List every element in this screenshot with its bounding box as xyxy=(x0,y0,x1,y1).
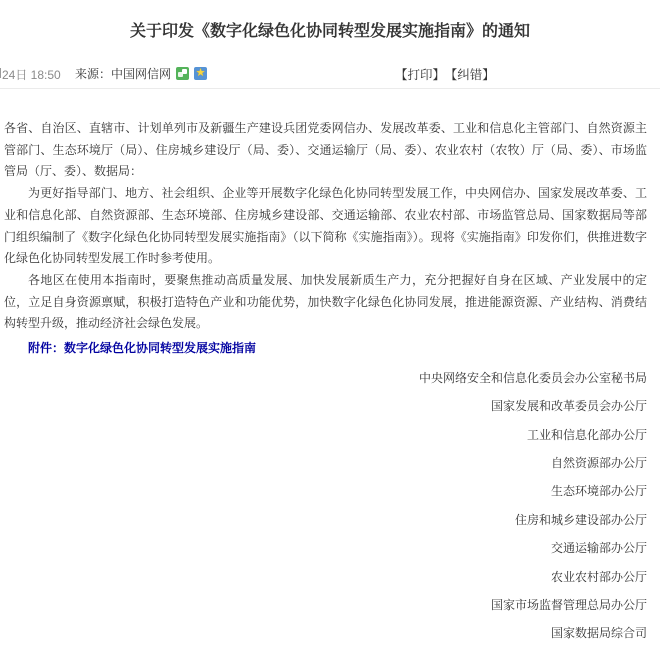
signer-mot: 交通运输部办公厅 xyxy=(550,541,647,556)
signer-cac: 中央网络安全和信息化委员会办公室秘书局 xyxy=(418,370,647,385)
signer-mee: 生态环境部办公厅 xyxy=(550,484,647,499)
signer-nda: 国家数据局综合司 xyxy=(550,626,647,641)
attachment-link[interactable]: 附件：数字化绿色化协同转型发展实施指南 xyxy=(28,341,257,356)
error-correction-button[interactable]: 【纠错】 xyxy=(451,68,495,82)
source-group xyxy=(75,65,171,82)
paragraph-addressees: 各省、自治区、直辖市、计划单列市及新疆生产建设兵团党委网信办、发展改革委、工业和信息化主管部门、自然资源主管部门、生态环境厅（局）、住房城乡建设厅（局、委）、交通运输厅（局、委）、农业农村（农牧）厅（局、委）、市场监管局（厅、委）、数据局： xyxy=(4,121,647,179)
signer-list xyxy=(4,364,647,648)
signer-miit: 工业和信息化部办公厅 xyxy=(526,427,647,442)
signer-mara: 农业农村部办公厅 xyxy=(550,569,647,584)
signer-mohurd: 住房和城乡建设部办公厅 xyxy=(514,512,647,527)
signer-mnr: 自然资源部办公厅 xyxy=(550,455,647,470)
signer-samr: 国家市场监督管理总局办公厅 xyxy=(490,597,647,612)
print-button[interactable]: 【打印】 xyxy=(395,68,446,82)
signer-ndrc: 国家发展和改革委员会办公厅 xyxy=(490,399,647,414)
page-title: 关于印发《数字化绿色化协同转型发展实施指南》的通知 xyxy=(129,23,530,40)
page-actions xyxy=(395,65,495,83)
share-icon[interactable] xyxy=(176,67,189,80)
star-glyph: ★ xyxy=(195,67,206,79)
header-divider xyxy=(0,88,660,89)
paragraph-guidance: 各地区在使用本指南时，要聚焦推动高质量发展、加快发展新质生产力，充分把握好自身在区域、产业发展中的定位，立足自身资源禀赋，积极打造特色产业和功能优势，加快数字化绿色化协同发展，推进能源资源、产业结构、消费结构转型升级，推动经济社会绿色发展。 xyxy=(4,272,647,331)
clipped-char-artifact xyxy=(0,68,1,78)
favorite-star-icon[interactable] xyxy=(194,67,207,80)
attachment-line xyxy=(4,338,647,360)
source-label: 来源： xyxy=(75,67,112,81)
article-body xyxy=(4,118,647,648)
source-name-link[interactable]: 中国网信网 xyxy=(111,67,172,81)
publish-datetime: 24日 18:50 xyxy=(2,68,61,82)
paragraph-intro: 为更好指导部门、地方、社会组织、企业等开展数字化绿色化协同转型发展工作，中央网信办、国家发展改革委、工业和信息化部、自然资源部、生态环境部、住房城乡建设部、交通运输部、农业农村部、市场监管总局、国家数据局等部门组织编制了《数字化绿色化协同转型发展实施指南》（以下简称《实施指南》）。现将《实施指南》印发你们，供推进数字化绿色化协同转型发展工作时参考使用。 xyxy=(4,186,647,266)
